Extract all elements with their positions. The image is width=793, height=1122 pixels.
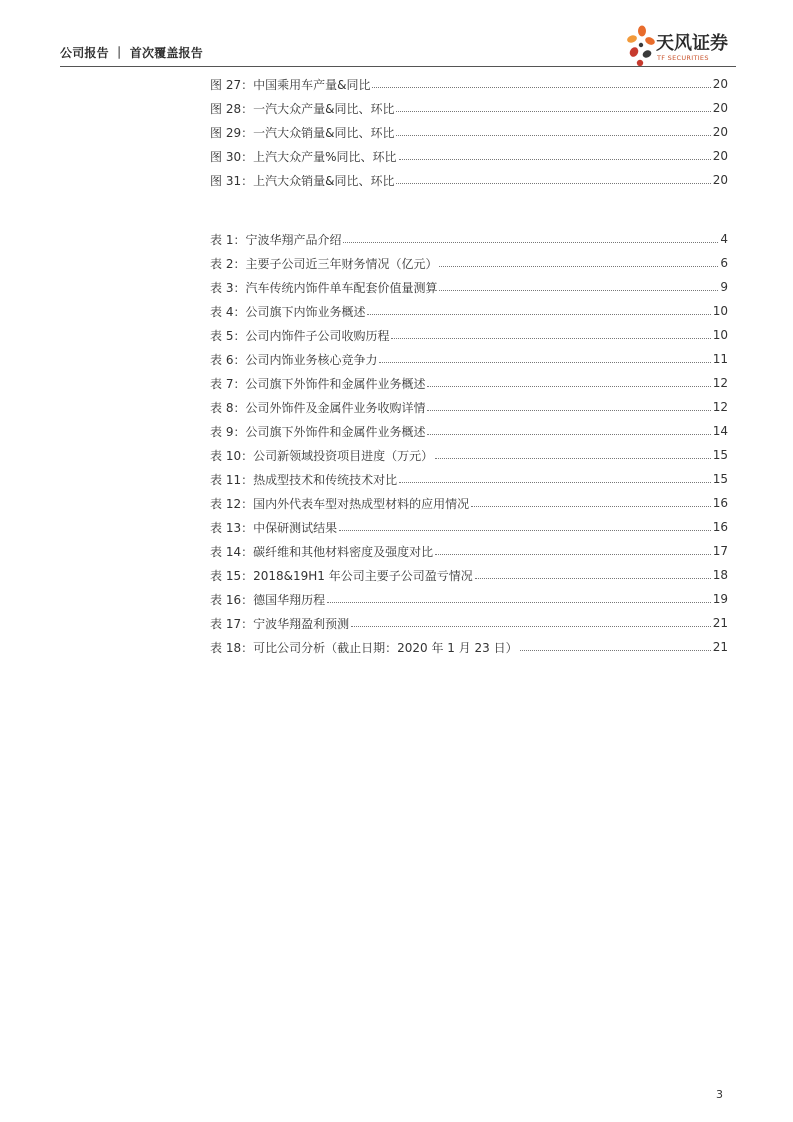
figure-toc-list [210, 72, 728, 192]
toc-entry[interactable] [210, 120, 728, 144]
toc-entry-label: 表 5：公司内饰件子公司收购历程 [210, 328, 390, 343]
toc-entry-page: 20 [712, 149, 728, 163]
toc-entry-label: 表 18：可比公司分析（截止日期：2020 年 1 月 23 日） [210, 640, 518, 655]
toc-dot-leader [439, 266, 718, 267]
toc-dot-leader [427, 434, 710, 435]
toc-dot-leader [351, 626, 711, 627]
toc-entry-page: 20 [712, 125, 728, 139]
toc-dot-leader [396, 135, 710, 136]
toc-entry-page: 4 [720, 232, 728, 246]
toc-entry-label: 图 30：上汽大众产量%同比、环比 [210, 149, 397, 164]
toc-dot-leader [396, 183, 710, 184]
toc-entry-page: 14 [712, 424, 728, 438]
toc-dot-leader [367, 314, 710, 315]
toc-dot-leader [471, 506, 711, 507]
toc-entry-label: 表 7：公司旗下外饰件和金属件业务概述 [210, 376, 426, 391]
toc-entry-label: 表 4：公司旗下内饰业务概述 [210, 304, 366, 319]
toc-dot-leader [396, 111, 710, 112]
toc-entry[interactable] [210, 515, 728, 539]
toc-entry-label: 表 11：热成型技术和传统技术对比 [210, 472, 398, 487]
toc-entry[interactable] [210, 395, 728, 419]
toc-entry-label: 表 3：汽车传统内饰件单车配套价值量测算 [210, 280, 438, 295]
toc-entry[interactable] [210, 371, 728, 395]
toc-entry-page: 21 [712, 616, 728, 630]
toc-entry-label: 表 9：公司旗下外饰件和金属件业务概述 [210, 424, 426, 439]
toc-entry-page: 18 [712, 568, 728, 582]
flower-logo-icon [624, 24, 656, 68]
toc-entry[interactable] [210, 467, 728, 491]
header-divider [60, 66, 736, 67]
toc-entry-label: 表 8：公司外饰件及金属件业务收购详情 [210, 400, 426, 415]
toc-entry[interactable] [210, 443, 728, 467]
toc-entry[interactable] [210, 251, 728, 275]
toc-dot-leader [399, 482, 711, 483]
toc-entry-page: 10 [712, 328, 728, 342]
toc-entry-page: 20 [712, 77, 728, 91]
brand-name-en: TF SECURITIES [657, 54, 709, 62]
toc-entry-page: 16 [712, 520, 728, 534]
toc-entry-page: 11 [712, 352, 728, 366]
toc-entry-label: 图 31：上汽大众销量&同比、环比 [210, 173, 395, 188]
toc-entry[interactable] [210, 144, 728, 168]
table-toc-list [210, 227, 728, 659]
toc-entry-label: 表 15：2018&19H1 年公司主要子公司盈亏情况 [210, 568, 473, 583]
toc-entry-page: 20 [712, 101, 728, 115]
toc-entry-page: 17 [712, 544, 728, 558]
toc-dot-leader [339, 530, 711, 531]
tf-securities-logo [624, 24, 736, 68]
toc-entry[interactable] [210, 563, 728, 587]
toc-entry[interactable] [210, 168, 728, 192]
toc-entry-page: 12 [712, 376, 728, 390]
toc-dot-leader [391, 338, 710, 339]
toc-entry-page: 9 [720, 280, 728, 294]
toc-entry-label: 表 17：宁波华翔盈利预测 [210, 616, 350, 631]
toc-entry-label: 表 14：碳纤维和其他材料密度及强度对比 [210, 544, 434, 559]
toc-entry[interactable] [210, 227, 728, 251]
page-number: 3 [716, 1088, 723, 1101]
toc-entry[interactable] [210, 96, 728, 120]
report-type-title: 公司报告 ｜ 首次覆盖报告 [60, 46, 203, 60]
toc-dot-leader [475, 578, 711, 579]
toc-entry-page: 15 [712, 448, 728, 462]
toc-dot-leader [372, 87, 710, 88]
toc-entry-label: 表 16：德国华翔历程 [210, 592, 326, 607]
toc-entry[interactable] [210, 491, 728, 515]
toc-entry[interactable] [210, 587, 728, 611]
toc-entry-label: 表 1：宁波华翔产品介绍 [210, 232, 342, 247]
toc-entry-label: 表 12：国内外代表车型对热成型材料的应用情况 [210, 496, 470, 511]
toc-entry-page: 12 [712, 400, 728, 414]
toc-entry[interactable] [210, 299, 728, 323]
toc-entry[interactable] [210, 635, 728, 659]
toc-entry-label: 表 10：公司新领域投资项目进度（万元） [210, 448, 434, 463]
toc-entry[interactable] [210, 611, 728, 635]
toc-entry-label: 图 27：中国乘用车产量&同比 [210, 77, 371, 92]
toc-entry-page: 16 [712, 496, 728, 510]
toc-dot-leader [343, 242, 718, 243]
toc-dot-leader [399, 159, 711, 160]
brand-name-cn: 天风证券 [656, 33, 728, 54]
toc-dot-leader [435, 554, 711, 555]
toc-entry-page: 21 [712, 640, 728, 654]
toc-entry-page: 20 [712, 173, 728, 187]
toc-entry-page: 19 [712, 592, 728, 606]
toc-dot-leader [379, 362, 710, 363]
toc-entry-page: 10 [712, 304, 728, 318]
toc-entry[interactable] [210, 539, 728, 563]
toc-entry-label: 图 28：一汽大众产量&同比、环比 [210, 101, 395, 116]
toc-entry-label: 表 2：主要子公司近三年财务情况（亿元） [210, 256, 438, 271]
toc-dot-leader [439, 290, 718, 291]
toc-entry[interactable] [210, 275, 728, 299]
toc-entry[interactable] [210, 323, 728, 347]
toc-entry[interactable] [210, 347, 728, 371]
toc-entry-label: 表 13：中保研测试结果 [210, 520, 338, 535]
toc-dot-leader [435, 458, 711, 459]
toc-entry-page: 6 [720, 256, 728, 270]
toc-entry[interactable] [210, 72, 728, 96]
toc-dot-leader [520, 650, 711, 651]
toc-entry[interactable] [210, 419, 728, 443]
toc-entry-page: 15 [712, 472, 728, 486]
toc-entry-label: 图 29：一汽大众销量&同比、环比 [210, 125, 395, 140]
toc-entry-label: 表 6：公司内饰业务核心竞争力 [210, 352, 378, 367]
toc-dot-leader [427, 410, 710, 411]
toc-dot-leader [327, 602, 711, 603]
toc-dot-leader [427, 386, 710, 387]
